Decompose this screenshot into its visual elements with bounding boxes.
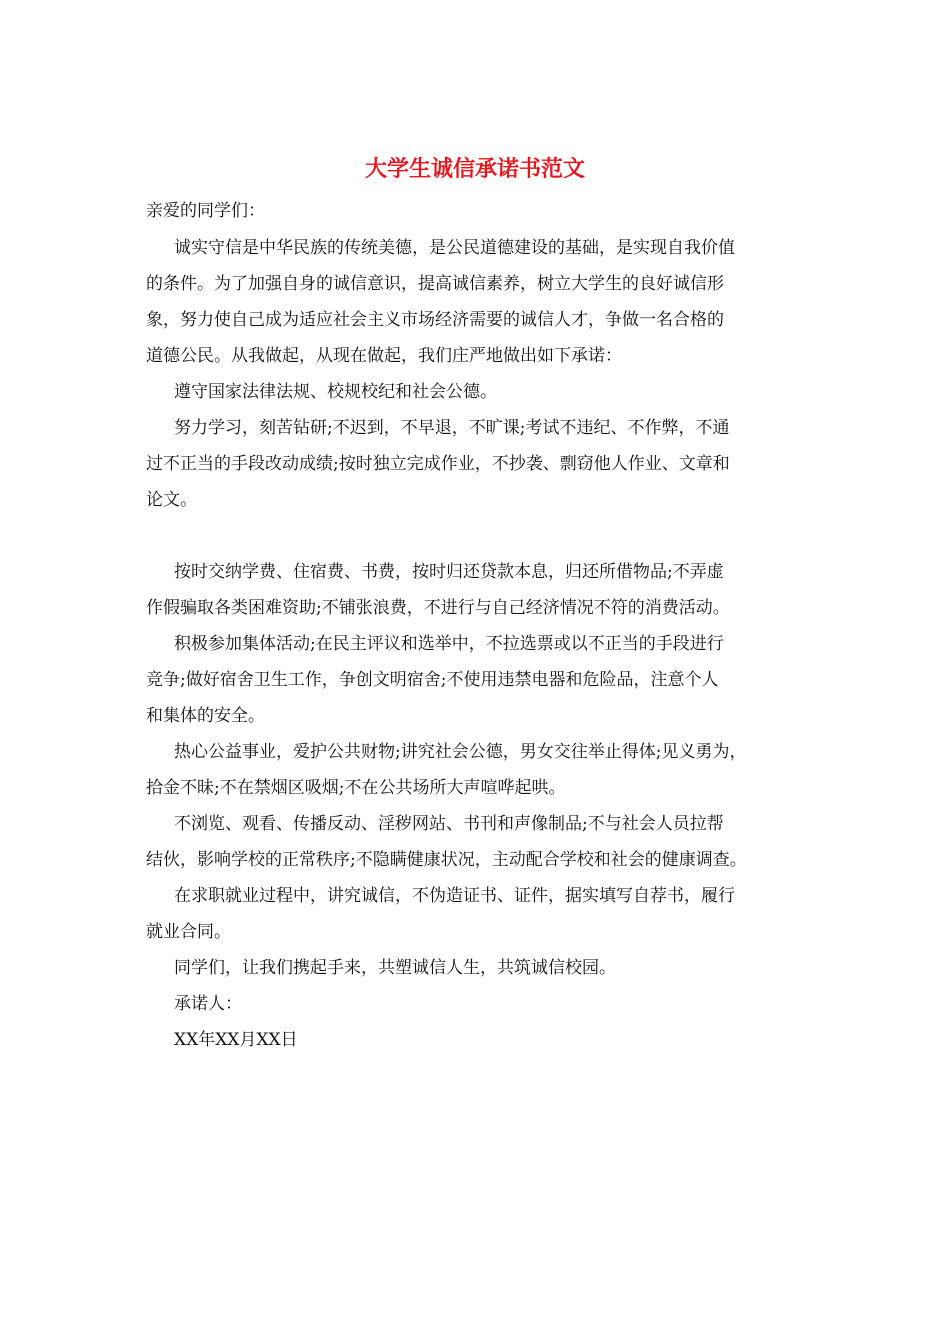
closing-line: 同学们，让我们携起手来，共塑诚信人生，共筑诚信校园。: [174, 958, 616, 978]
paragraph-line: 竞争;做好宿舍卫生工作，争创文明宿舍;不使用违禁电器和危险品，注意个人: [146, 670, 719, 690]
paragraph-line: 象，努力使自己成为适应社会主义市场经济需要的诚信人才，争做一名合格的: [146, 310, 724, 330]
paragraph-line: 热心公益事业，爱护公共财物;讲究社会公德，男女交往举止得体;见义勇为，: [174, 742, 747, 762]
paragraph-line: 努力学习，刻苦钻研;不迟到，不早退，不旷课;考试不违纪、不作弊，不通: [174, 418, 730, 438]
paragraph-line: 不浏览、观看、传播反动、淫秽网站、书刊和声像制品;不与社会人员拉帮: [174, 814, 724, 834]
paragraph-line: 和集体的安全。: [146, 706, 265, 726]
paragraph-line: 在求职就业过程中，讲究诚信，不伪造证书、证件，据实填写自荐书，履行: [174, 886, 735, 906]
paragraph-line: 道德公民。从我做起，从现在做起，我们庄严地做出如下承诺：: [146, 346, 622, 366]
document-title: 大学生诚信承诺书范文: [364, 156, 585, 182]
paragraph-line: 积极参加集体活动;在民主评议和选举中，不拉选票或以不正当的手段进行: [174, 634, 724, 654]
salutation: 亲爱的同学们：: [146, 201, 265, 221]
paragraph-line: 作假骗取各类困难资助;不铺张浪费，不进行与自己经济情况不符的消费活动。: [146, 598, 730, 618]
paragraph-line: 遵守国家法律法规、校规校纪和社会公德。: [174, 382, 497, 402]
paragraph-line: 拾金不昧;不在禁烟区吸烟;不在公共场所大声喧哗起哄。: [146, 778, 566, 798]
signer-label: 承诺人：: [174, 994, 242, 1014]
paragraph-line: 结伙，影响学校的正常秩序;不隐瞒健康状况，主动配合学校和社会的健康调查。: [146, 850, 747, 870]
paragraph-line: 按时交纳学费、住宿费、书费，按时归还贷款本息，归还所借物品;不弄虚: [174, 562, 724, 582]
paragraph-line: 就业合同。: [146, 922, 231, 942]
paragraph-line: 诚实守信是中华民族的传统美德，是公民道德建设的基础，是实现自我价值: [174, 238, 735, 258]
paragraph-line: 论文。: [146, 490, 197, 510]
paragraph-line: 的条件。为了加强自身的诚信意识，提高诚信素养，树立大学生的良好诚信形: [146, 274, 724, 294]
date-line: XX年XX月XX日: [174, 1030, 298, 1050]
paragraph-line: 过不正当的手段改动成绩;按时独立完成作业，不抄袭、剽窃他人作业、文章和: [146, 454, 730, 474]
